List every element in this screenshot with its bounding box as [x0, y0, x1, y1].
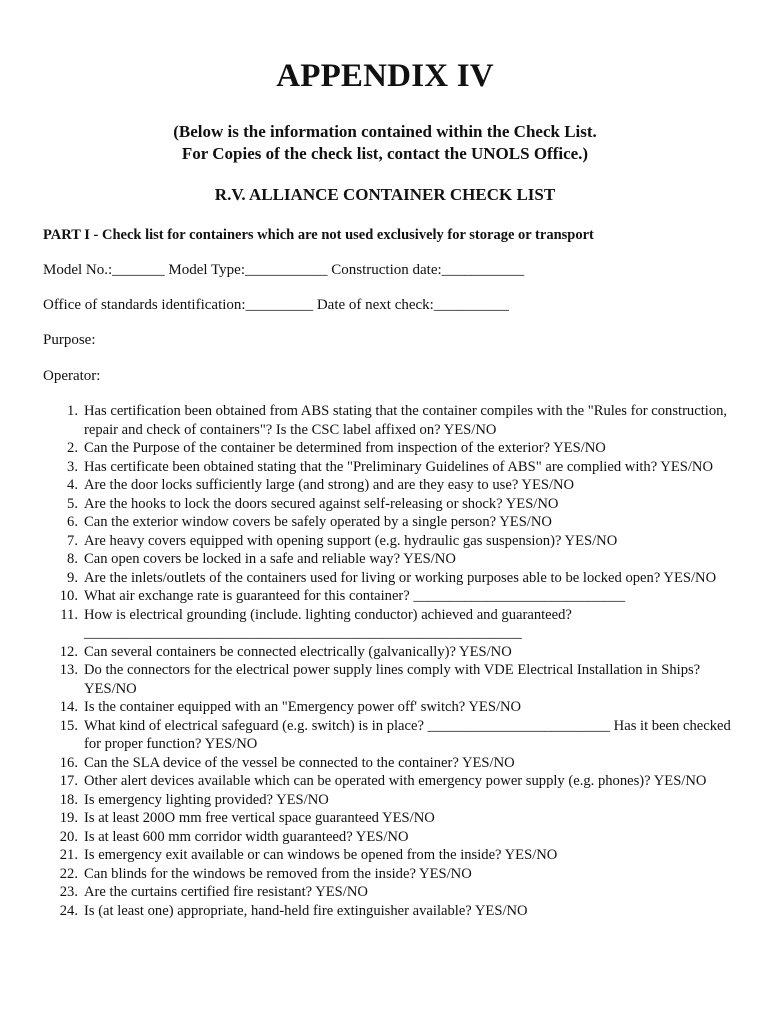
checklist-items — [43, 402, 733, 920]
item-text: Can blinds for the windows be removed from the inside? YES/NO — [84, 865, 472, 882]
subtitle-line-1: (Below is the information contained within the Check List. — [173, 122, 597, 141]
list-item — [43, 828, 733, 847]
list-item — [43, 791, 733, 810]
item-number: 3. — [67, 458, 78, 475]
item-text: Other alert devices available which can be operated with emergency power supply (e.g. phones)? YES/NO — [84, 773, 707, 789]
item-text: Do the connectors for the electrical power supply lines comply with VDE Electrical Installation in Ships? YES/NO — [84, 662, 701, 697]
item-text: Can several containers be connected electrically (galvanically)? YES/NO — [84, 643, 512, 660]
item-number: 6. — [67, 514, 78, 530]
item-number: 8. — [67, 551, 78, 567]
item-number: 5. — [67, 495, 78, 512]
item-number: 14. — [59, 699, 78, 715]
item-number: 15. — [59, 717, 78, 734]
item-text: Are the curtains certified fire resistant? YES/NO — [84, 884, 368, 900]
list-item — [43, 902, 733, 921]
list-item — [43, 458, 733, 477]
item-number: 2. — [67, 440, 78, 456]
item-number: 19. — [59, 810, 78, 826]
part-heading: PART I - Check list for containers which are not used exclusively for storage or transport — [43, 227, 594, 243]
item-number: 11. — [60, 606, 78, 623]
item-text: Can the SLA device of the vessel be connected to the container? YES/NO — [84, 754, 515, 771]
list-item — [43, 809, 733, 828]
item-number: 18. — [59, 791, 78, 808]
item-number: 22. — [59, 865, 78, 882]
item-text: Can the Purpose of the container be determined from inspection of the exterior? YES/NO — [84, 440, 606, 456]
item-number: 17. — [59, 773, 78, 789]
item-number: 9. — [67, 569, 78, 586]
list-item — [43, 865, 733, 884]
purpose-field-line: Purpose: — [43, 332, 96, 348]
list-item — [43, 717, 733, 754]
item-number: 16. — [59, 754, 78, 771]
list-item — [43, 439, 733, 458]
item-text: Can open covers be locked in a safe and reliable way? YES/NO — [84, 551, 456, 567]
item-number: 1. — [67, 403, 78, 419]
item-text: Are heavy covers equipped with opening support (e.g. hydraulic gas suspension)? YES/NO — [84, 532, 618, 549]
item-text: Are the inlets/outlets of the containers used for living or working purposes able to be locked open? YES/NO — [84, 569, 717, 586]
item-number: 20. — [59, 828, 78, 845]
list-item — [43, 550, 733, 569]
item-text: Are the hooks to lock the doors secured against self-releasing or shock? YES/NO — [84, 495, 559, 512]
list-item — [43, 587, 733, 606]
item-text: Is at least 200O mm free vertical space guaranteed YES/NO — [84, 810, 435, 826]
item-text: Is (at least one) appropriate, hand-held fire extinguisher available? YES/NO — [84, 902, 528, 919]
item-text: Has certification been obtained from ABS stating that the container compiles with the "Rules for construction, repair and check of containers"? Is the CSC label affixed on? YES/NO — [84, 403, 728, 438]
item-number: 13. — [59, 662, 78, 678]
list-item — [43, 513, 733, 532]
model-field-line: Model No.:_______ Model Type:___________ Construction date:___________ — [43, 262, 525, 278]
item-text: What air exchange rate is guaranteed for this container? _____________________________ — [84, 588, 626, 604]
office-field-line: Office of standards identification:_________ Date of next check:__________ — [43, 297, 509, 313]
item-text: Is emergency lighting provided? YES/NO — [84, 791, 329, 808]
list-item — [43, 772, 733, 791]
item-number: 24. — [59, 902, 78, 919]
list-item — [43, 698, 733, 717]
subtitle-line-2: For Copies of the check list, contact the UNOLS Office.) — [181, 144, 589, 163]
item-text: Is the container equipped with an "Emergency power off' switch? YES/NO — [84, 699, 522, 715]
list-item — [43, 754, 733, 773]
item-text: Is at least 600 mm corridor width guaranteed? YES/NO — [84, 828, 409, 845]
list-item — [43, 569, 733, 588]
item-number: 4. — [67, 477, 78, 493]
list-item — [43, 532, 733, 551]
item-number: 21. — [59, 847, 78, 863]
checklist-title: R.V. ALLIANCE CONTAINER CHECK LIST — [214, 185, 556, 204]
item-number: 23. — [59, 884, 78, 900]
item-text: What kind of electrical safeguard (e.g. switch) is in place? _________________________ Has it been checked for proper function? YES/NO — [84, 717, 731, 752]
list-item — [43, 846, 733, 865]
list-item — [43, 476, 733, 495]
list-item — [43, 643, 733, 662]
list-item — [43, 661, 733, 698]
list-item — [43, 606, 733, 643]
operator-field-line: Operator: — [43, 368, 101, 384]
item-text: Is emergency exit available or can windows be opened from the inside? YES/NO — [84, 847, 558, 863]
item-text: Can the exterior window covers be safely operated by a single person? YES/NO — [84, 514, 552, 530]
item-number: 7. — [67, 532, 78, 549]
item-number: 12. — [59, 643, 78, 660]
subtitle — [0, 121, 770, 165]
list-item — [43, 883, 733, 902]
item-text: Are the door locks sufficiently large (and strong) and are they easy to use? YES/NO — [84, 477, 575, 493]
item-text: Has certificate been obtained stating that the "Preliminary Guidelines of ABS" are complied with? YES/NO — [84, 458, 714, 475]
list-item — [43, 402, 733, 439]
item-text: How is electrical grounding (include. lighting conductor) achieved and guaranteed? ____________________________________________________________ — [84, 606, 572, 641]
item-number: 10. — [59, 588, 78, 604]
page-title: APPENDIX IV — [276, 58, 494, 94]
list-item — [43, 495, 733, 514]
